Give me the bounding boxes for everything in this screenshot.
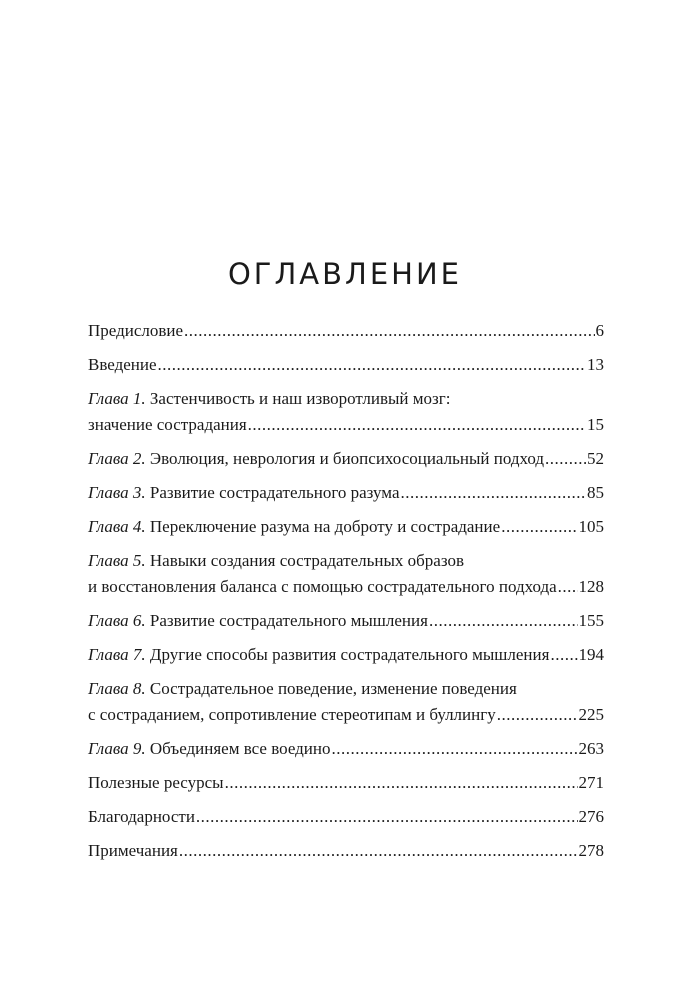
toc-page-number: 278: [578, 841, 604, 860]
toc-entry-chapter-6[interactable]: [88, 608, 604, 634]
dot-leader: [401, 480, 587, 506]
toc-entry-chapter-4[interactable]: [88, 514, 604, 540]
toc-page-number: 15: [587, 415, 604, 434]
toc-entry-chapter-5[interactable]: [88, 548, 604, 600]
toc-entry-chapter-7[interactable]: [88, 642, 604, 668]
dot-leader: [497, 702, 578, 728]
chapter-label: Глава 7.: [88, 645, 146, 664]
toc-entry-title: Предисловие: [88, 321, 184, 340]
toc-entry-title: Полезные ресурсы: [88, 773, 224, 792]
toc-entry-title-line: Застенчивость и наш изворотливый мозг:: [149, 389, 451, 408]
toc-entry-title: Развитие сострадательного разума: [149, 483, 400, 502]
toc-page-number: 128: [578, 577, 604, 596]
dot-leader: [248, 412, 586, 438]
toc-entry-title-line: Сострадательное поведение, изменение поведения: [149, 679, 517, 698]
dot-leader: [545, 446, 586, 472]
toc-page-number: 263: [578, 739, 604, 758]
toc-page-number: 155: [578, 611, 604, 630]
toc-page-number: 225: [578, 705, 604, 724]
toc-page-number: 85: [587, 483, 604, 502]
toc-entry-resources[interactable]: [88, 770, 604, 796]
toc-page-number: 52: [587, 449, 604, 468]
chapter-label: Глава 5.: [88, 551, 146, 570]
toc-entry-title: и восстановления баланса с помощью сострадательного подхода: [88, 577, 557, 596]
toc-entry-title: Примечания: [88, 841, 178, 860]
toc-entry-title: значение сострадания: [88, 415, 247, 434]
dot-leader: [196, 804, 578, 830]
chapter-label: Глава 2.: [88, 449, 146, 468]
dot-leader: [429, 608, 578, 634]
dot-leader: [550, 642, 577, 668]
toc-page-number: 194: [578, 645, 604, 664]
chapter-label: Глава 4.: [88, 517, 146, 536]
dot-leader: [558, 574, 578, 600]
chapter-label: Глава 8.: [88, 679, 146, 698]
toc-entry-preface[interactable]: [88, 318, 604, 344]
table-of-contents: [88, 318, 604, 864]
toc-entry-title: Другие способы развития сострадательного мышления: [149, 645, 550, 664]
toc-entry-chapter-9[interactable]: [88, 736, 604, 762]
page-title: ОГЛАВЛЕНИЕ: [227, 257, 462, 292]
chapter-label: Глава 3.: [88, 483, 146, 502]
dot-leader: [501, 514, 577, 540]
toc-entry-title: Объединяем все воедино: [149, 739, 331, 758]
toc-entry-title: Благодарности: [88, 807, 195, 826]
toc-page-number: 105: [578, 517, 604, 536]
toc-entry-title: Эволюция, неврология и биопсихосоциальный подход: [149, 449, 545, 468]
toc-entry-title: Развитие сострадательного мышления: [149, 611, 428, 630]
toc-entry-title: Введение: [88, 355, 157, 374]
toc-page-number: 276: [578, 807, 604, 826]
toc-entry-notes[interactable]: [88, 838, 604, 864]
toc-entry-chapter-8[interactable]: [88, 676, 604, 728]
toc-entry-title: с состраданием, сопротивление стереотипам и буллингу: [88, 705, 496, 724]
dot-leader: [179, 838, 578, 864]
toc-entry-introduction[interactable]: [88, 352, 604, 378]
dot-leader: [158, 352, 586, 378]
toc-entry-chapter-3[interactable]: [88, 480, 604, 506]
toc-entry-acknowledgements[interactable]: [88, 804, 604, 830]
toc-page-number: 271: [578, 773, 604, 792]
dot-leader: [225, 770, 578, 796]
toc-entry-title-line: Навыки создания сострадательных образов: [149, 551, 464, 570]
dot-leader: [332, 736, 578, 762]
dot-leader: [184, 318, 594, 344]
chapter-label: Глава 1.: [88, 389, 146, 408]
toc-page-number: 6: [595, 321, 604, 340]
toc-entry-chapter-2[interactable]: [88, 446, 604, 472]
chapter-label: Глава 9.: [88, 739, 146, 758]
chapter-label: Глава 6.: [88, 611, 146, 630]
toc-entry-chapter-1[interactable]: [88, 386, 604, 438]
toc-page-number: 13: [587, 355, 604, 374]
toc-entry-title: Переключение разума на доброту и сострадание: [149, 517, 501, 536]
